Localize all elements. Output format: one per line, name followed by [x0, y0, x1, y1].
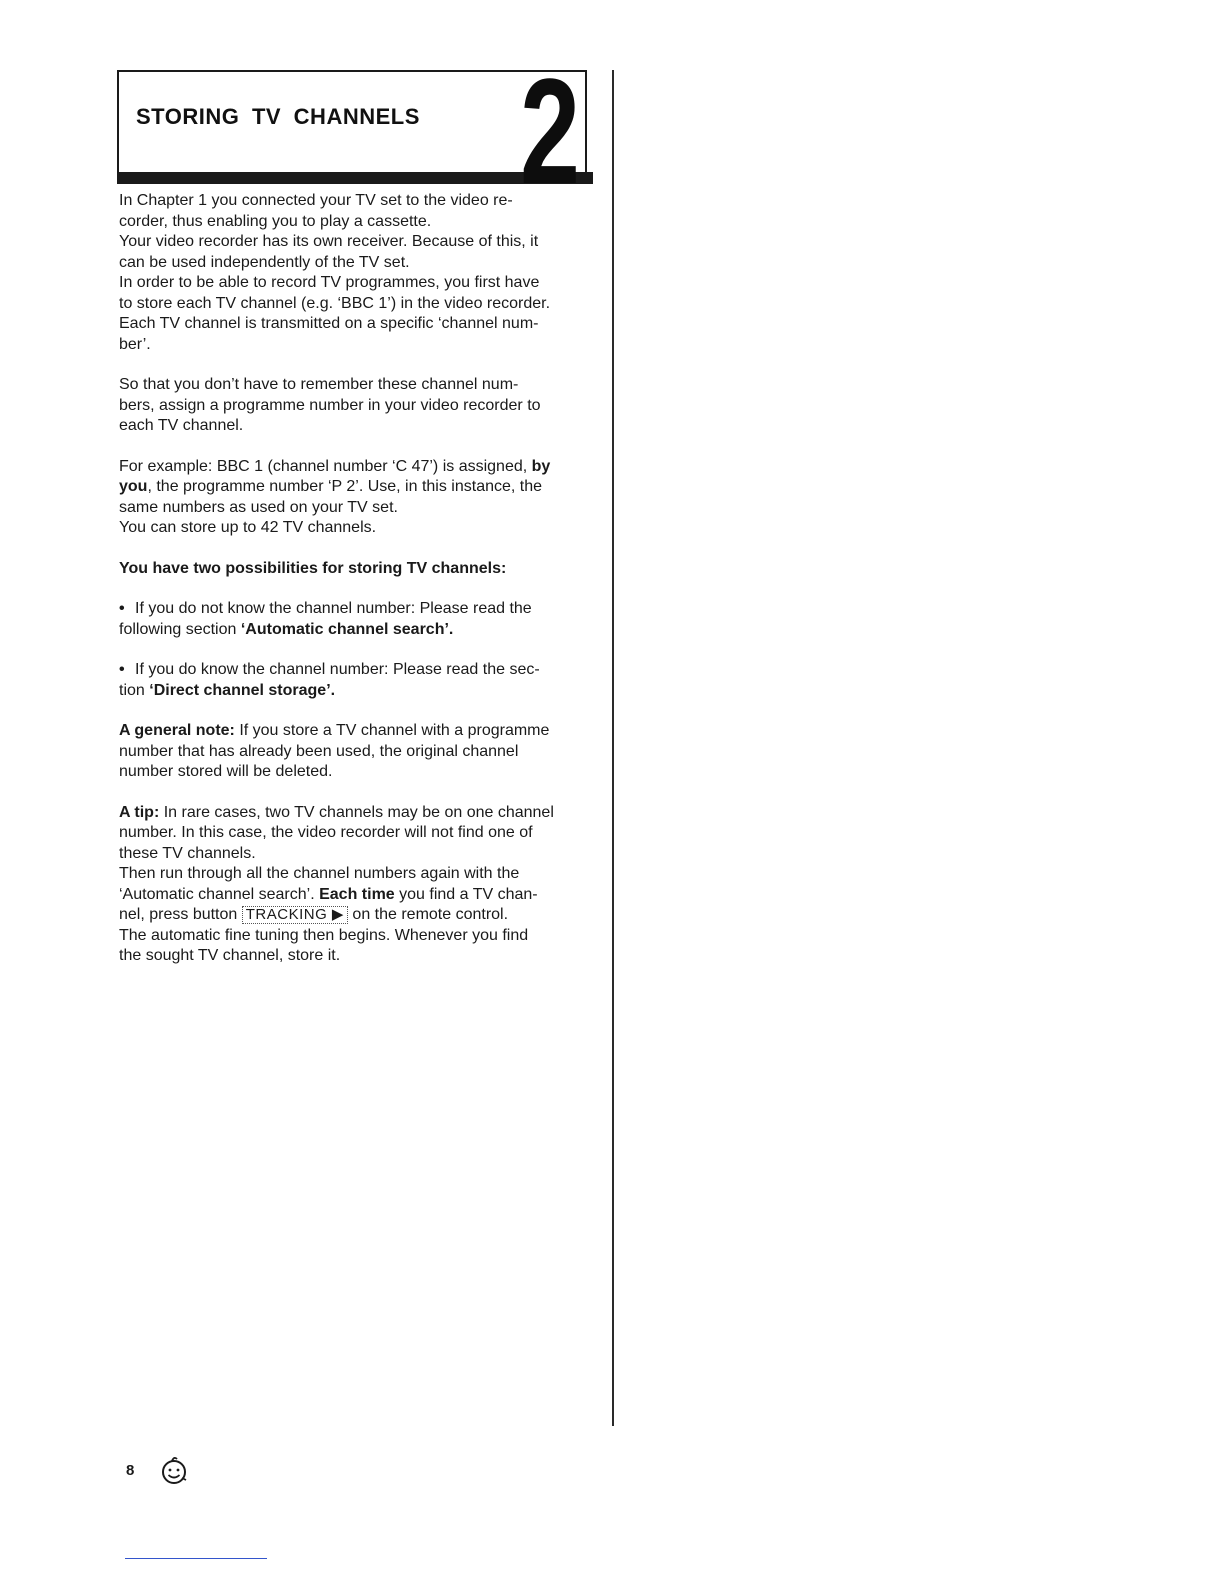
footer-rule: [125, 1558, 267, 1559]
text-line: [119, 660, 597, 681]
text-line: Then run through all the channel numbers again with the: [119, 865, 520, 882]
text-span: tion: [119, 681, 150, 699]
text-line: In order to be able to record TV programmes, you first have: [119, 274, 540, 291]
general-note: [119, 721, 597, 783]
bold-text: you: [119, 478, 148, 495]
text-line: number stored will be deleted.: [119, 763, 333, 780]
bullet-icon: •: [119, 661, 125, 678]
text-line: [119, 477, 597, 498]
text-line: [119, 620, 597, 641]
tip-paragraph: [119, 803, 597, 967]
text-span: , the programme number ‘P 2’. Use, in this instance, the: [147, 478, 543, 495]
text-line: Each TV channel is transmitted on a specific ‘channel num-: [119, 315, 539, 332]
bold-text: You have two possibilities for storing TV channels:: [119, 559, 507, 577]
text-line: bers, assign a programme number in your video recorder to: [119, 396, 541, 414]
text-line: [119, 457, 597, 478]
chapter-number: 2: [520, 47, 581, 215]
note-label: A general note:: [119, 722, 235, 739]
text-line: ber’.: [119, 335, 151, 353]
tracking-button-keycap: TRACKING ▶: [242, 906, 348, 924]
bullet-icon: •: [119, 600, 125, 617]
text-line: Your video recorder has its own receiver. Because of this, it: [119, 233, 539, 250]
possibilities-heading: [119, 559, 597, 580]
text-line: [119, 721, 597, 742]
text-line: [119, 803, 597, 824]
chapter-title: STORING TV CHANNELS: [136, 104, 420, 129]
text-line: to store each TV channel (e.g. ‘BBC 1’) in the video recorder.: [119, 294, 551, 312]
text-line: can be used independently of the TV set.: [119, 253, 410, 271]
text-span: If you do not know the channel number: Please read the: [135, 600, 532, 617]
text-line: You can store up to 42 TV channels.: [119, 519, 377, 536]
text-span: nel, press button: [119, 906, 242, 923]
section-reference: ‘Automatic channel search’.: [240, 620, 454, 638]
text-span: For example: BBC 1 (channel number ‘C 47’) is assigned,: [119, 457, 532, 475]
bullet-item-direct: [119, 660, 597, 701]
text-line: number that has already been used, the original channel: [119, 742, 519, 760]
body-text: [119, 191, 597, 967]
text-line: So that you don’t have to remember these channel num-: [119, 376, 519, 393]
bold-text: by: [531, 457, 551, 475]
text-span: In rare cases, two TV channels may be on one channel: [159, 803, 554, 821]
smiley-face-icon: [156, 1452, 192, 1488]
paragraph-programme-numbers: [119, 375, 597, 437]
text-line: The automatic fine tuning then begins. Whenever you find: [119, 926, 529, 944]
bold-text: Each time: [319, 885, 395, 903]
text-line: [119, 599, 597, 620]
paragraph-example: [119, 457, 597, 539]
text-span: If you store a TV channel with a programme: [234, 722, 550, 739]
text-line: same numbers as used on your TV set.: [119, 498, 398, 516]
page-number: 8: [126, 1462, 135, 1479]
text-line: In Chapter 1 you connected your TV set to the video re-: [119, 192, 513, 209]
text-span: If you do know the channel number: Please read the sec-: [135, 661, 540, 678]
text-span: you find a TV chan-: [394, 885, 538, 903]
text-span: on the remote control.: [347, 906, 509, 923]
bullet-item-automatic: [119, 599, 597, 640]
paragraph-intro: [119, 191, 597, 355]
tip-label: A tip:: [119, 803, 160, 821]
text-line: [119, 681, 597, 702]
text-span: ‘Automatic channel search’.: [119, 885, 320, 903]
text-line: these TV channels.: [119, 844, 256, 862]
text-line: [119, 885, 597, 906]
text-line: [119, 905, 597, 926]
text-span: following section: [119, 620, 241, 638]
text-line: corder, thus enabling you to play a cassette.: [119, 212, 432, 230]
section-reference: ‘Direct channel storage’.: [149, 681, 336, 699]
text-line: each TV channel.: [119, 417, 244, 434]
text-line: number. In this case, the video recorder will not find one of: [119, 824, 533, 841]
text-line: the sought TV channel, store it.: [119, 947, 341, 964]
column-divider-rule: [612, 70, 614, 1426]
